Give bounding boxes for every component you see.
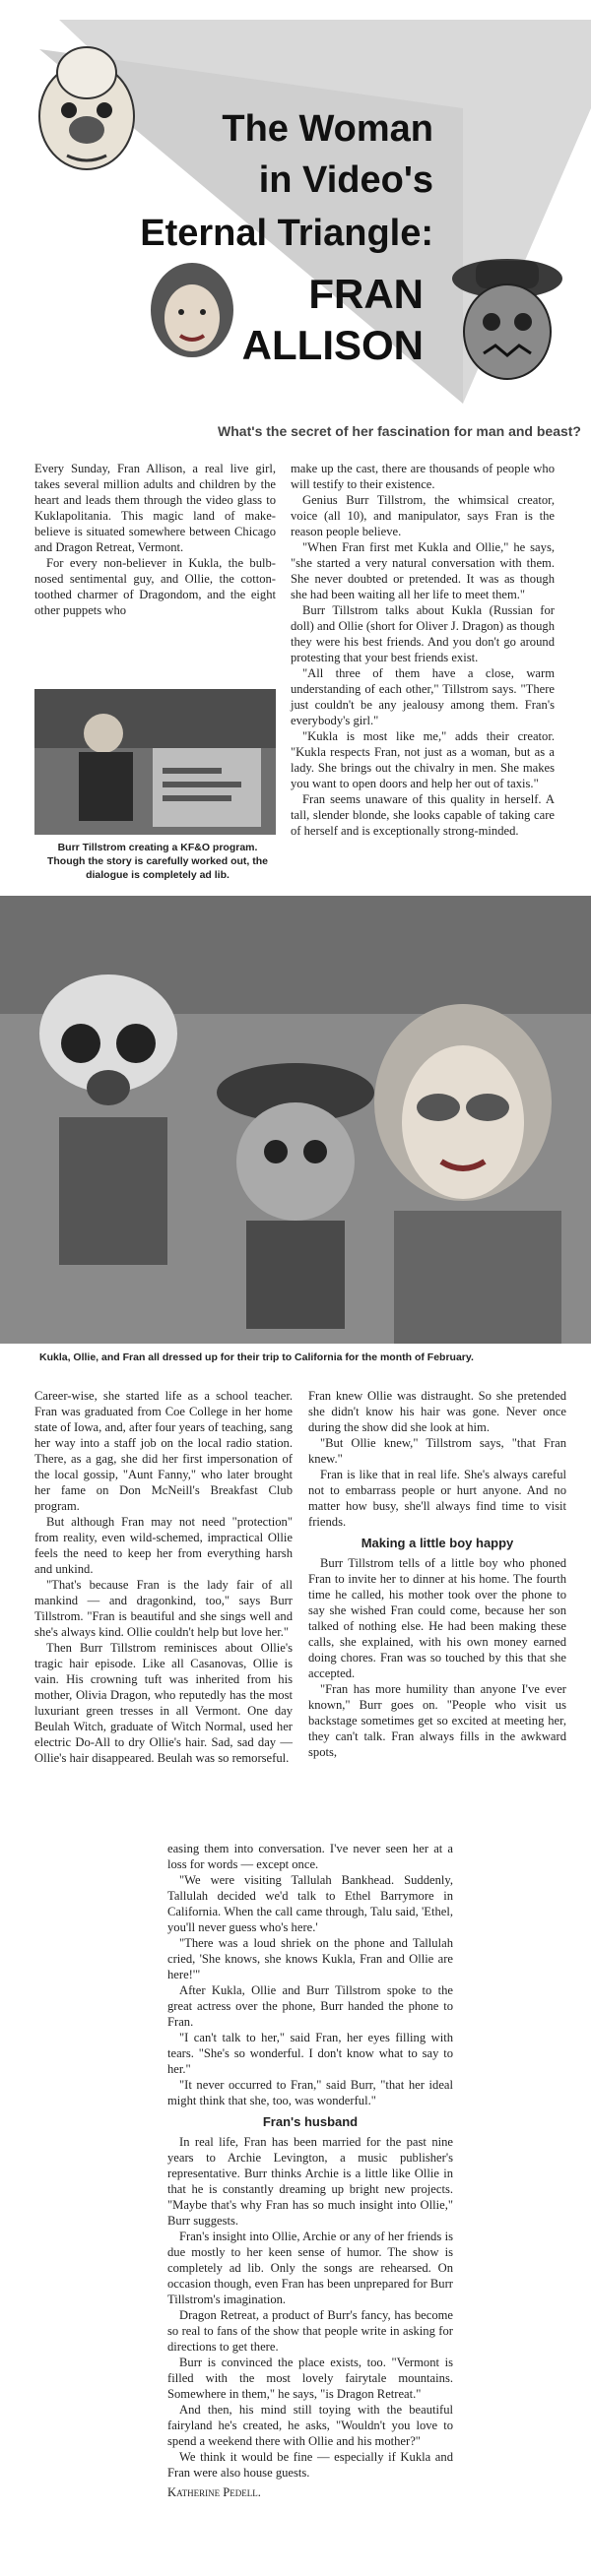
paragraph: make up the cast, there are thousands of people who will testify to their existence. bbox=[291, 462, 555, 491]
article-header bbox=[0, 0, 591, 453]
paragraph: Fran seems unaware of this quality in herself. A tall, slender blonde, she looks capable of taking care of herself and is exceptionally strong-minded. bbox=[291, 792, 555, 838]
paragraph: For every non-believer in Kukla, the bulb-nosed sentimental guy, and Ollie, the cotton-toothed charmer of Dragondom, and the eight other puppets who bbox=[34, 556, 276, 617]
byline: Katherine Pedell. bbox=[167, 2485, 261, 2499]
paragraph: "When Fran first met Kukla and Ollie," he says, "she started a very natural conversation with them. She never doubted or pretended. It was as though she had been waiting all her life to meet them." bbox=[291, 540, 555, 601]
paragraph: "Kukla is most like me," adds their creator. "Kukla respects Fran, not just as a woman, but as a lady. She brings out the chivalry in men. She makes you want to open doors and help her out of taxis." bbox=[291, 729, 555, 790]
paragraph: "There was a loud shriek on the phone and Tallulah cried, 'She knows, she knows Kukla, Fran and Ollie are here!'" bbox=[167, 1936, 453, 1981]
section-heading: Fran's husband bbox=[262, 2114, 359, 2129]
ollie-puppet-image bbox=[448, 251, 566, 384]
paragraph: "We were visiting Tallulah Bankhead. Suddenly, Tallulah decided we'd talk to Ethel Barrymore in California. When the call came through, Talu said, 'Ethel, you'll never guess who's here.' bbox=[167, 1873, 453, 1934]
section1-left-column bbox=[34, 461, 276, 618]
paragraph: Fran's insight into Ollie, Archie or any of her friends is due mostly to her keen sense of humor. The show is completely ad lib. Only the songs are rehearsed. On occasion though, even Fran has been unprepared for Burr Tillstrom's imagination. bbox=[167, 2230, 453, 2306]
paragraph: Every Sunday, Fran Allison, a real live girl, takes several million adults and children by the heart and leads them through the video glass to Kuklapolitania. This magic land of make-believe is situated somewhere between Chicago and Dragon Retreat, Vermont. bbox=[34, 462, 276, 554]
paragraph: Fran knew Ollie was distraught. So she pretended she didn't know his hair was gone. Never once during the show did she look at him. bbox=[308, 1389, 566, 1434]
title-line-2: in Video's bbox=[258, 159, 433, 201]
article-subtitle: What's the secret of her fascination for man and beast? bbox=[218, 423, 581, 439]
paragraph: And then, his mind still toying with the beautiful fairyland he's created, he asks, "Wouldn't you love to spend a weekend there with Ollie and his mother?" bbox=[167, 2403, 453, 2448]
section1-right-column bbox=[291, 461, 555, 839]
section2-right-column bbox=[308, 1388, 566, 1760]
section2-left-column bbox=[34, 1388, 293, 1766]
paragraph: Career-wise, she started life as a school teacher. Fran was graduated from Coe College in her home state of Iowa, and, after four years of teaching, sang her way into a staff job on the local radio station. There, as a gag, she did her first impersonation of the local gossip, "Aunt Fanny," who later brought her fame on Don McNeill's Breakfast Club program. bbox=[34, 1389, 293, 1513]
paragraph: easing them into conversation. I've never seen her at a loss for words — except once. bbox=[167, 1842, 453, 1871]
paragraph: Burr Tillstrom talks about Kukla (Russian for doll) and Ollie (short for Oliver J. Dragon) as though they were his best friends. And you don't go around protesting that your best friends exist. bbox=[291, 603, 555, 664]
paragraph: We think it would be fine — especially if Kukla and Fran were also house guests. bbox=[167, 2450, 453, 2480]
section3-column bbox=[167, 1841, 453, 2500]
paragraph: But although Fran may not need "protection" from reality, even wild-schemed, impractical Ollie feels the need to keep her from everything harsh and unkind. bbox=[34, 1515, 293, 1576]
section-heading: Making a little boy happy bbox=[361, 1536, 514, 1550]
paragraph: "Fran has more humility than anyone I've ever known," Burr goes on. "People who visit us backstage sometimes get so excited at meeting her, they can't talk. Fran always fills in the awkward spots, bbox=[308, 1682, 566, 1759]
paragraph: "That's because Fran is the lady fair of all mankind — and dragonkind, too," says Burr Tillstrom. "Fran is beautiful and she sings well and she's always kind. Ollie couldn't help but love her." bbox=[34, 1578, 293, 1639]
paragraph: After Kukla, Ollie and Burr Tillstrom spoke to the great actress over the phone, Burr handed the phone to Fran. bbox=[167, 1983, 453, 2029]
title-line-3: Eternal Triangle: bbox=[140, 213, 433, 254]
burr-caption: Burr Tillstrom creating a KF&O program. Though the story is carefully worked out, the dialogue is completely ad lib. bbox=[46, 842, 269, 881]
title-line-1: The Woman bbox=[222, 108, 433, 150]
burr-tillstrom-photo bbox=[34, 689, 276, 835]
paragraph: Burr Tillstrom tells of a little boy who phoned Fran to invite her to dinner at his home. The fourth time he called, his mother took over the phone to say she wished Fran could come, because her son talked of nothing else. He had been making these calls, she explained, with his own money earned doing chores. Fran was so touched by this that she accepted. bbox=[308, 1556, 566, 1680]
paragraph: Genius Burr Tillstrom, the whimsical creator, voice (all 10), and manipulator, says Fran is the reason people believe. bbox=[291, 493, 555, 538]
paragraph: Fran is like that in real life. She's always careful not to embarrass people or hurt anyone. And no matter how busy, she'll always find time to visit friends. bbox=[308, 1468, 566, 1529]
fran-portrait-image bbox=[148, 261, 236, 374]
title-line-4: FRAN bbox=[308, 271, 424, 317]
paragraph: "It never occurred to Fran," said Burr, "that her ideal might think that she, too, was wonderful." bbox=[167, 2078, 453, 2107]
group-caption: Kukla, Ollie, and Fran all dressed up for their trip to California for the month of February. bbox=[39, 1351, 474, 1363]
paragraph: Then Burr Tillstrom reminisces about Ollie's tragic hair episode. Like all Casanovas, Ollie is vain. His crowning tuft was inherited from his mother, Olivia Dragon, who reputedly has the most luxuriant green tresses in all Vermont. One day Beulah Witch, graduate of Witch Normal, used her electric Do-All to dry Ollie's hair. Sad, sad day — Ollie's hair disappeared. Beulah was so remorseful. bbox=[34, 1641, 293, 1765]
kukla-puppet-image bbox=[28, 39, 146, 187]
paragraph: "I can't talk to her," said Fran, her eyes filling with tears. "She's so wonderful. I don't know what to say to her." bbox=[167, 2031, 453, 2076]
paragraph: "But Ollie knew," Tillstrom says, "that Fran knew." bbox=[308, 1436, 566, 1466]
kukla-ollie-fran-photo bbox=[0, 896, 591, 1344]
paragraph: "All three of them have a close, warm understanding of each other," Tillstrom says. "There just couldn't be any jealousy among them. Fran's everybody's girl." bbox=[291, 666, 555, 727]
title-line-5: ALLISON bbox=[241, 322, 424, 368]
paragraph: In real life, Fran has been married for the past nine years to Archie Levington, a music publisher's representative. Burr thinks Archie is a little like Ollie in that he is constantly dreaming up bright new projects. "Maybe that's why Fran has so much insight into Ollie," Burr suggests. bbox=[167, 2135, 453, 2228]
paragraph: Burr is convinced the place exists, too. "Vermont is filled with the most lovely fairytale mountains. Somewhere in them," he says, "is Dragon Retreat." bbox=[167, 2356, 453, 2401]
paragraph: Dragon Retreat, a product of Burr's fancy, has become so real to fans of the show that people write in asking for directions to get there. bbox=[167, 2308, 453, 2354]
